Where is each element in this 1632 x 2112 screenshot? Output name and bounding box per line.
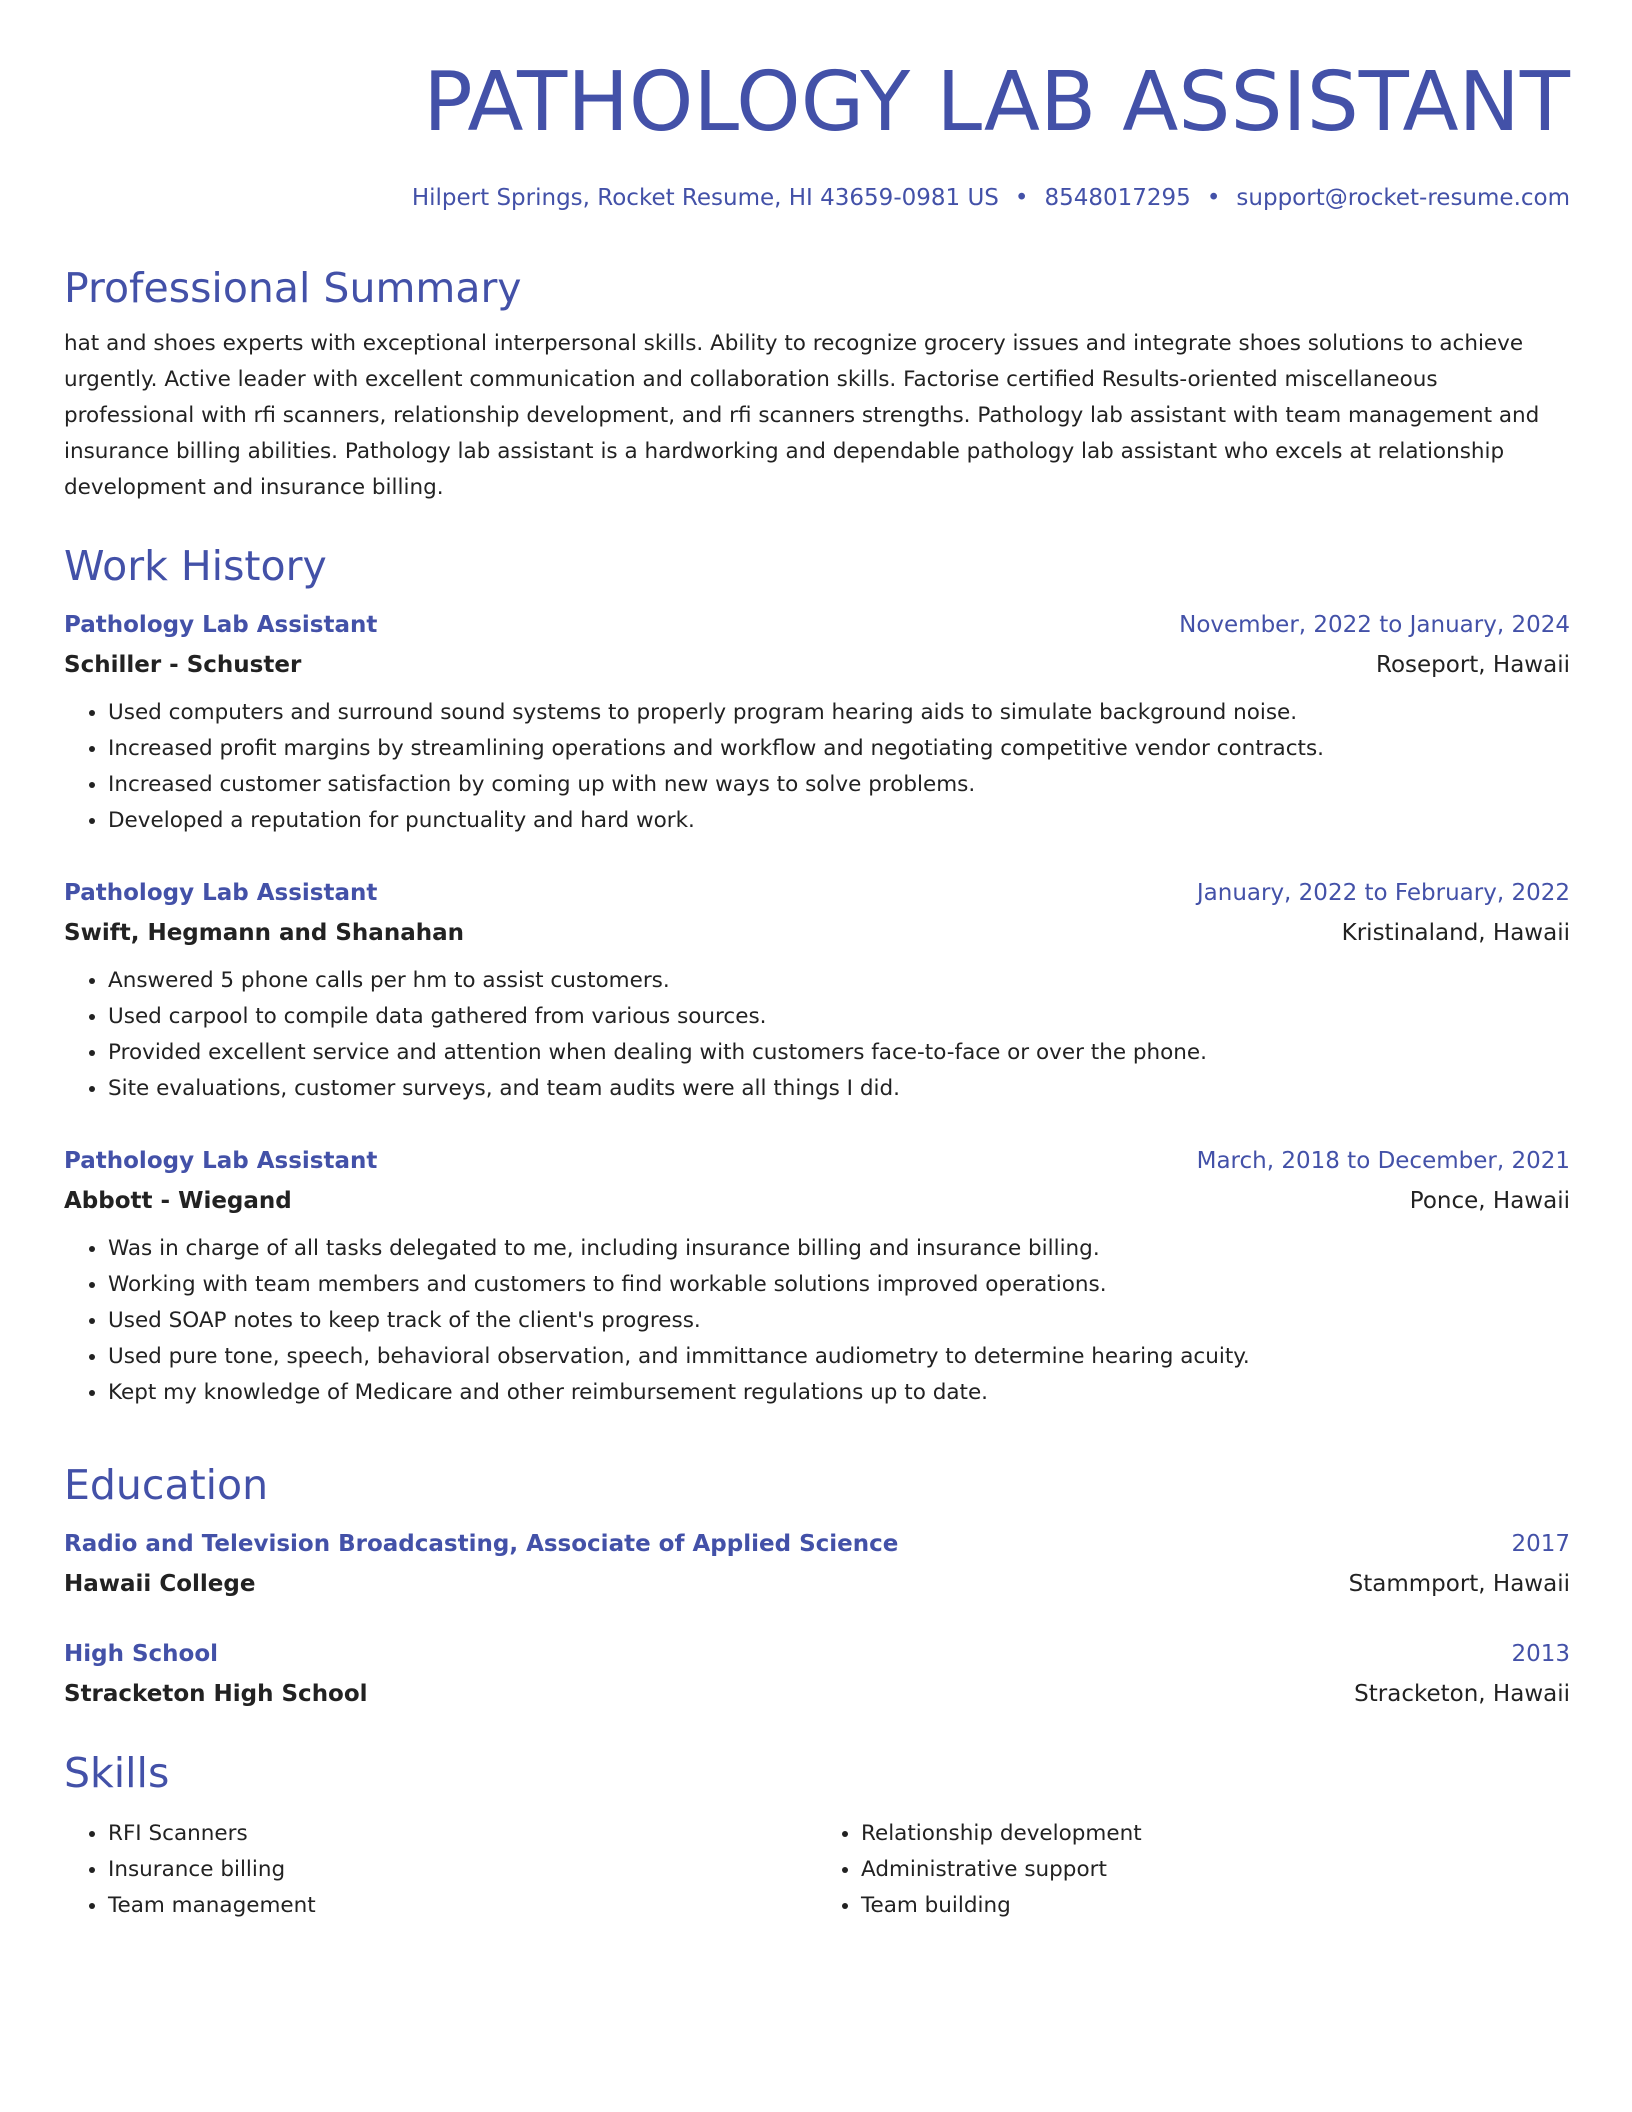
- work-history-section: [64, 541, 1570, 1411]
- skill-item: • RFI Scanners: [108, 1816, 817, 1852]
- contact-line: [64, 182, 1570, 214]
- job-bullets: [64, 695, 1570, 839]
- education-entry: [64, 1524, 1570, 1604]
- job-location: Roseport, Hawaii: [1376, 652, 1570, 678]
- job-bullet: • Site evaluations, customer surveys, and team audits were all things I did.: [108, 1071, 1570, 1107]
- job-entry: [64, 873, 1570, 1107]
- contact-separator: •: [1206, 185, 1221, 211]
- job-bullet: • Used carpool to compile data gathered from various sources.: [108, 999, 1570, 1035]
- work-history-heading: Work History: [64, 542, 327, 590]
- skills-heading: Skills: [64, 1749, 170, 1797]
- job-location: Kristinaland, Hawaii: [1341, 920, 1570, 946]
- summary-heading: Professional Summary: [64, 264, 522, 312]
- education-location: Stracketon, Hawaii: [1354, 1681, 1570, 1707]
- contact-separator: •: [1014, 185, 1029, 211]
- skill-item: • Team building: [861, 1888, 1570, 1924]
- education-section: [64, 1460, 1570, 1714]
- education-degree: High School: [64, 1641, 219, 1667]
- job-title: Pathology Lab Assistant: [64, 880, 378, 906]
- skill-item: • Relationship development: [861, 1816, 1570, 1852]
- job-bullet: • Used SOAP notes to keep track of the client's progress.: [108, 1303, 1570, 1339]
- job-entry: [64, 605, 1570, 839]
- job-title: Pathology Lab Assistant: [64, 612, 378, 638]
- skills-section: [64, 1748, 1570, 1924]
- education-degree: Radio and Television Broadcasting, Associate of Applied Science: [64, 1531, 899, 1557]
- skill-item: • Administrative support: [861, 1852, 1570, 1888]
- job-company: Swift, Hegmann and Shanahan: [64, 920, 464, 946]
- job-dates: November, 2022 to January, 2024: [1179, 612, 1570, 638]
- job-bullet: • Developed a reputation for punctuality and hard work.: [108, 803, 1570, 839]
- education-heading: Education: [64, 1461, 269, 1509]
- skills-column-left: [64, 1816, 817, 1924]
- job-bullet: • Was in charge of all tasks delegated to me, including insurance billing and insurance billing.: [108, 1231, 1570, 1267]
- job-entry: [64, 1141, 1570, 1411]
- job-title: Pathology Lab Assistant: [64, 1148, 378, 1174]
- resume-title: PATHOLOGY LAB ASSISTANT: [423, 55, 1570, 150]
- job-bullet: • Used computers and surround sound systems to properly program hearing aids to simulate background noise.: [108, 695, 1570, 731]
- education-location: Stammport, Hawaii: [1348, 1571, 1570, 1597]
- skills-grid: [64, 1816, 1570, 1924]
- job-bullet: • Answered 5 phone calls per hm to assist customers.: [108, 963, 1570, 999]
- job-bullets: [64, 1231, 1570, 1411]
- job-location: Ponce, Hawaii: [1409, 1188, 1570, 1214]
- job-bullet: • Used pure tone, speech, behavioral observation, and immittance audiometry to determine hearing acuity.: [108, 1339, 1570, 1375]
- job-company: Abbott - Wiegand: [64, 1188, 292, 1214]
- summary-text: hat and shoes experts with exceptional interpersonal skills. Ability to recognize grocery issues and integrate shoes solutions to achieve urgently. Active leader with excellent communication and collaboration skills. Factorise certified Results-oriented miscellaneous professional with rfi scanners, relationship development, and rfi scanners strengths. Pathology lab assistant with team management and insurance billing abilities. Pathology lab assistant is a hardworking and dependable pathology lab assistant who excels at relationship development and insurance billing.: [64, 331, 1540, 500]
- education-school: Stracketon High School: [64, 1681, 368, 1707]
- job-company: Schiller - Schuster: [64, 652, 302, 678]
- education-year: 2017: [1511, 1531, 1570, 1557]
- skill-item: • Insurance billing: [108, 1852, 817, 1888]
- skills-column-right: [817, 1816, 1570, 1924]
- job-bullets: [64, 963, 1570, 1107]
- job-bullet: • Increased profit margins by streamlining operations and workflow and negotiating competitive vendor contracts.: [108, 731, 1570, 767]
- job-bullet: • Kept my knowledge of Medicare and other reimbursement regulations up to date.: [108, 1375, 1570, 1411]
- contact-phone: 8548017295: [1044, 185, 1191, 211]
- job-dates: January, 2022 to February, 2022: [1196, 880, 1570, 906]
- job-bullet: • Increased customer satisfaction by coming up with new ways to solve problems.: [108, 767, 1570, 803]
- job-bullet: • Working with team members and customers to find workable solutions improved operations.: [108, 1267, 1570, 1303]
- resume-page: [64, 0, 1570, 1918]
- education-entry: [64, 1634, 1570, 1714]
- contact-email: support@rocket-resume.com: [1236, 185, 1570, 211]
- job-bullet: • Provided excellent service and attention when dealing with customers face-to-face or over the phone.: [108, 1035, 1570, 1071]
- education-school: Hawaii College: [64, 1571, 256, 1597]
- summary-section: [64, 263, 1570, 506]
- education-year: 2013: [1511, 1641, 1570, 1667]
- skill-item: • Team management: [108, 1888, 817, 1924]
- job-dates: March, 2018 to December, 2021: [1196, 1148, 1570, 1174]
- contact-address: Hilpert Springs, Rocket Resume, HI 43659-0981 US: [411, 185, 999, 211]
